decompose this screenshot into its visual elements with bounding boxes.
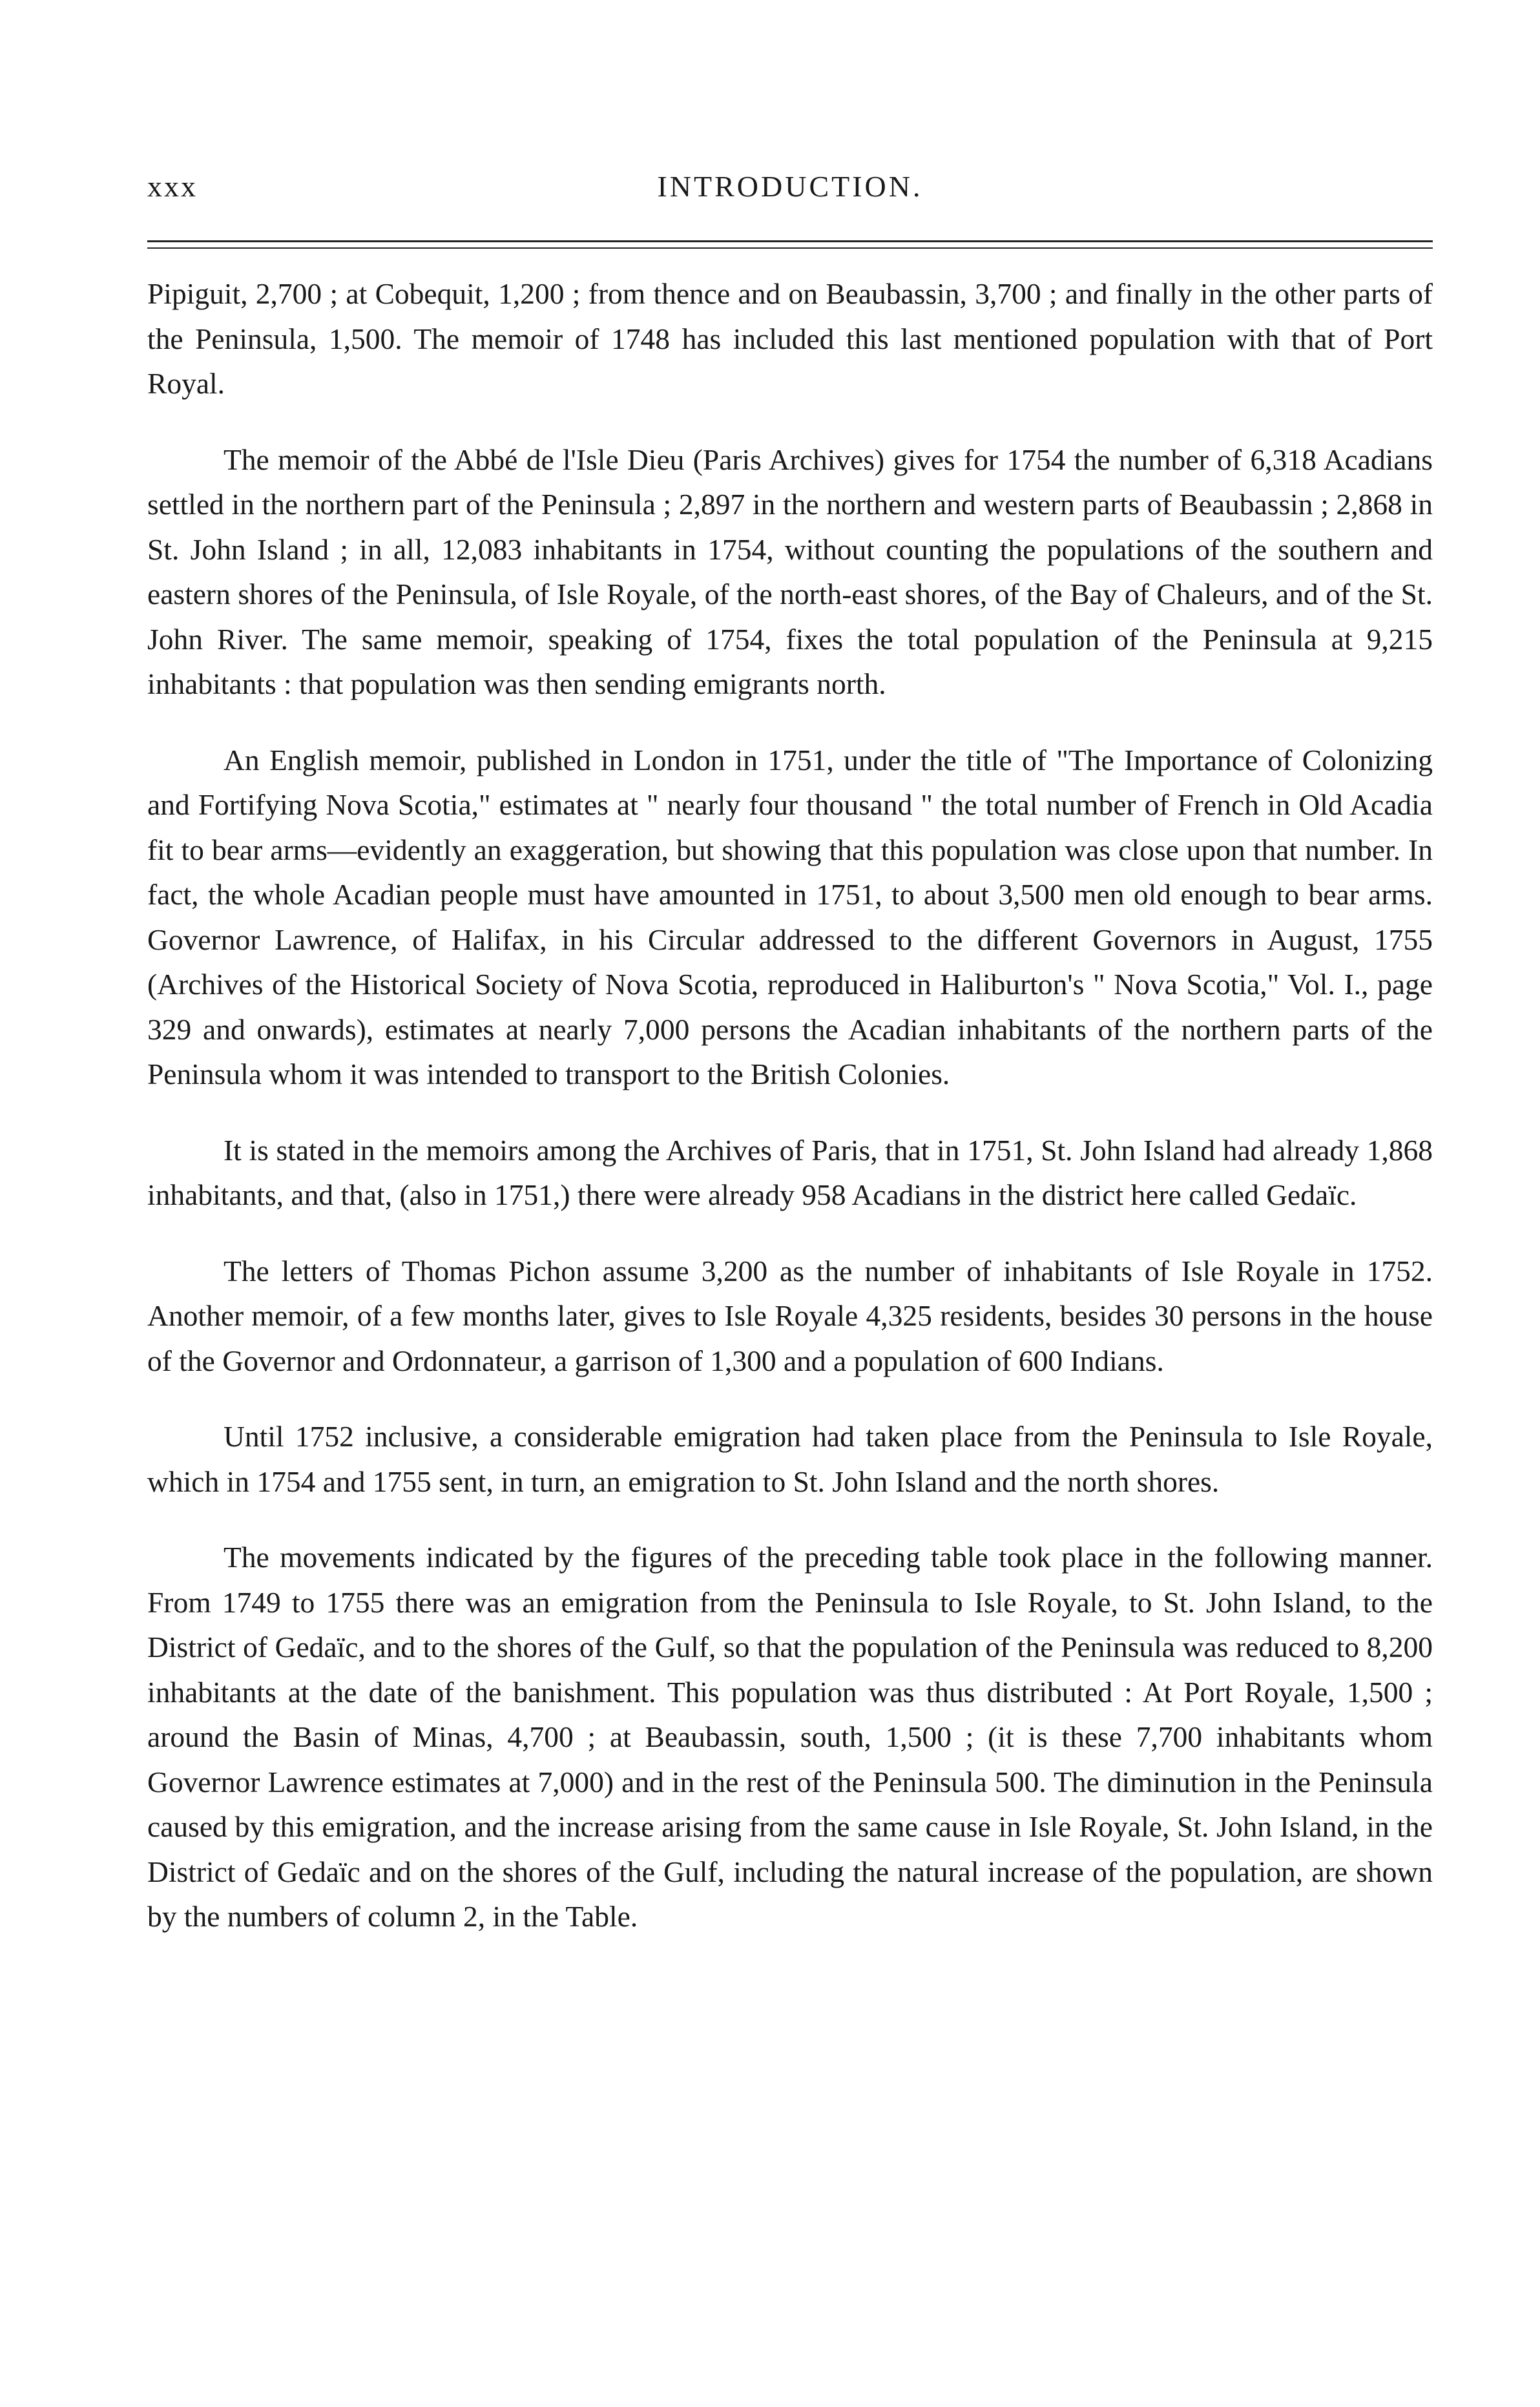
paragraph-movements: The movements indicated by the figures of the preceding table took place in the following manner. From 1749 to 1755 there was an emigration from the Peninsula to Isle Royale, to St. John Island, to the District of Gedaïc, and to the shores of the Gulf, so that the population of the Peninsula was reduced to 8,200 inhabitants at the date of the banishment. This population was thus distributed : At Port Royale, 1,500 ; around the Basin of Minas, 4,700 ; at Beaubassin, south, 1,500 ; (it is these 7,700 inhabitants whom Governor Lawrence estimates at 7,000) and in the rest of the Peninsula 500. The diminution in the Peninsula caused by this emigration, and the increase arising from the same cause in Isle Royale, St. John Island, in the District of Gedaïc and on the shores of the Gulf, including the natural increase of the population, are shown by the numbers of column 2, in the Table. [147,1541,1433,1933]
body-text [147,271,1433,1970]
running-title: INTRODUCTION. [657,170,923,203]
header-rule-secondary [147,247,1433,249]
page-header [147,169,1433,214]
paragraph-english-memoir: An English memoir, published in London in 1751, under the title of "The Importance of Colonizing and Fortifying Nova Scotia," estimates at " nearly four thousand " the total number of French in Old Acadia fit to bear arms—evidently an exaggeration, but showing that this population was close upon that number. In fact, the whole Acadian people must have amounted in 1751, to about 3,500 men old enough to bear arms. Governor Lawrence, of Halifax, in his Circular addressed to the different Governors in August, 1755 (Archives of the Historical Society of Nova Scotia, reproduced in Haliburton's " Nova Scotia," Vol. I., page 329 and onwards), estimates at nearly 7,000 persons the Acadian inhabitants of the northern parts of the Peninsula whom it was intended to transport to the British Colonies. [147,743,1433,1090]
paragraph-continued: Pipiguit, 2,700 ; at Cobequit, 1,200 ; from thence and on Beaubassin, 3,700 ; and finally in the other parts of the Peninsula, 1,500. The memoir of 1748 has included this last mentioned population with that of Port Royal. [147,277,1433,400]
paragraph-paris-archives: It is stated in the memoirs among the Archives of Paris, that in 1751, St. John Island had already 1,868 inhabitants, and that, (also in 1751,) there were already 958 Acadians in the district here called Gedaïc. [147,1133,1433,1211]
paragraph-pichon-letters: The letters of Thomas Pichon assume 3,200 as the number of inhabitants of Isle Royale in 1752. Another memoir, of a few months later, gives to Isle Royale 4,325 residents, besides 30 persons in the house of the Governor and Ordonnateur, a garrison of 1,300 and a population of 600 Indians. [147,1254,1433,1377]
header-rule [147,240,1433,242]
page-number: xxx [147,170,198,203]
paragraph-emigration-1752: Until 1752 inclusive, a considerable emigration had taken place from the Peninsula to Isle Royale, which in 1754 and 1755 sent, in turn, an emigration to St. John Island and the north shores. [147,1420,1433,1498]
paragraph-abbe-memoir: The memoir of the Abbé de l'Isle Dieu (Paris Archives) gives for 1754 the number of 6,318 Acadians settled in the northern part of the Peninsula ; 2,897 in the northern and western parts of Beaubassin ; 2,868 in St. John Island ; in all, 12,083 inhabitants in 1754, without counting the populations of the southern and eastern shores of the Peninsula, of Isle Royale, of the north-east shores, of the Bay of Chaleurs, and of the St. John River. The same memoir, speaking of 1754, fixes the total population of the Peninsula at 9,215 inhabitants : that population was then sending emigrants north. [147,443,1433,700]
